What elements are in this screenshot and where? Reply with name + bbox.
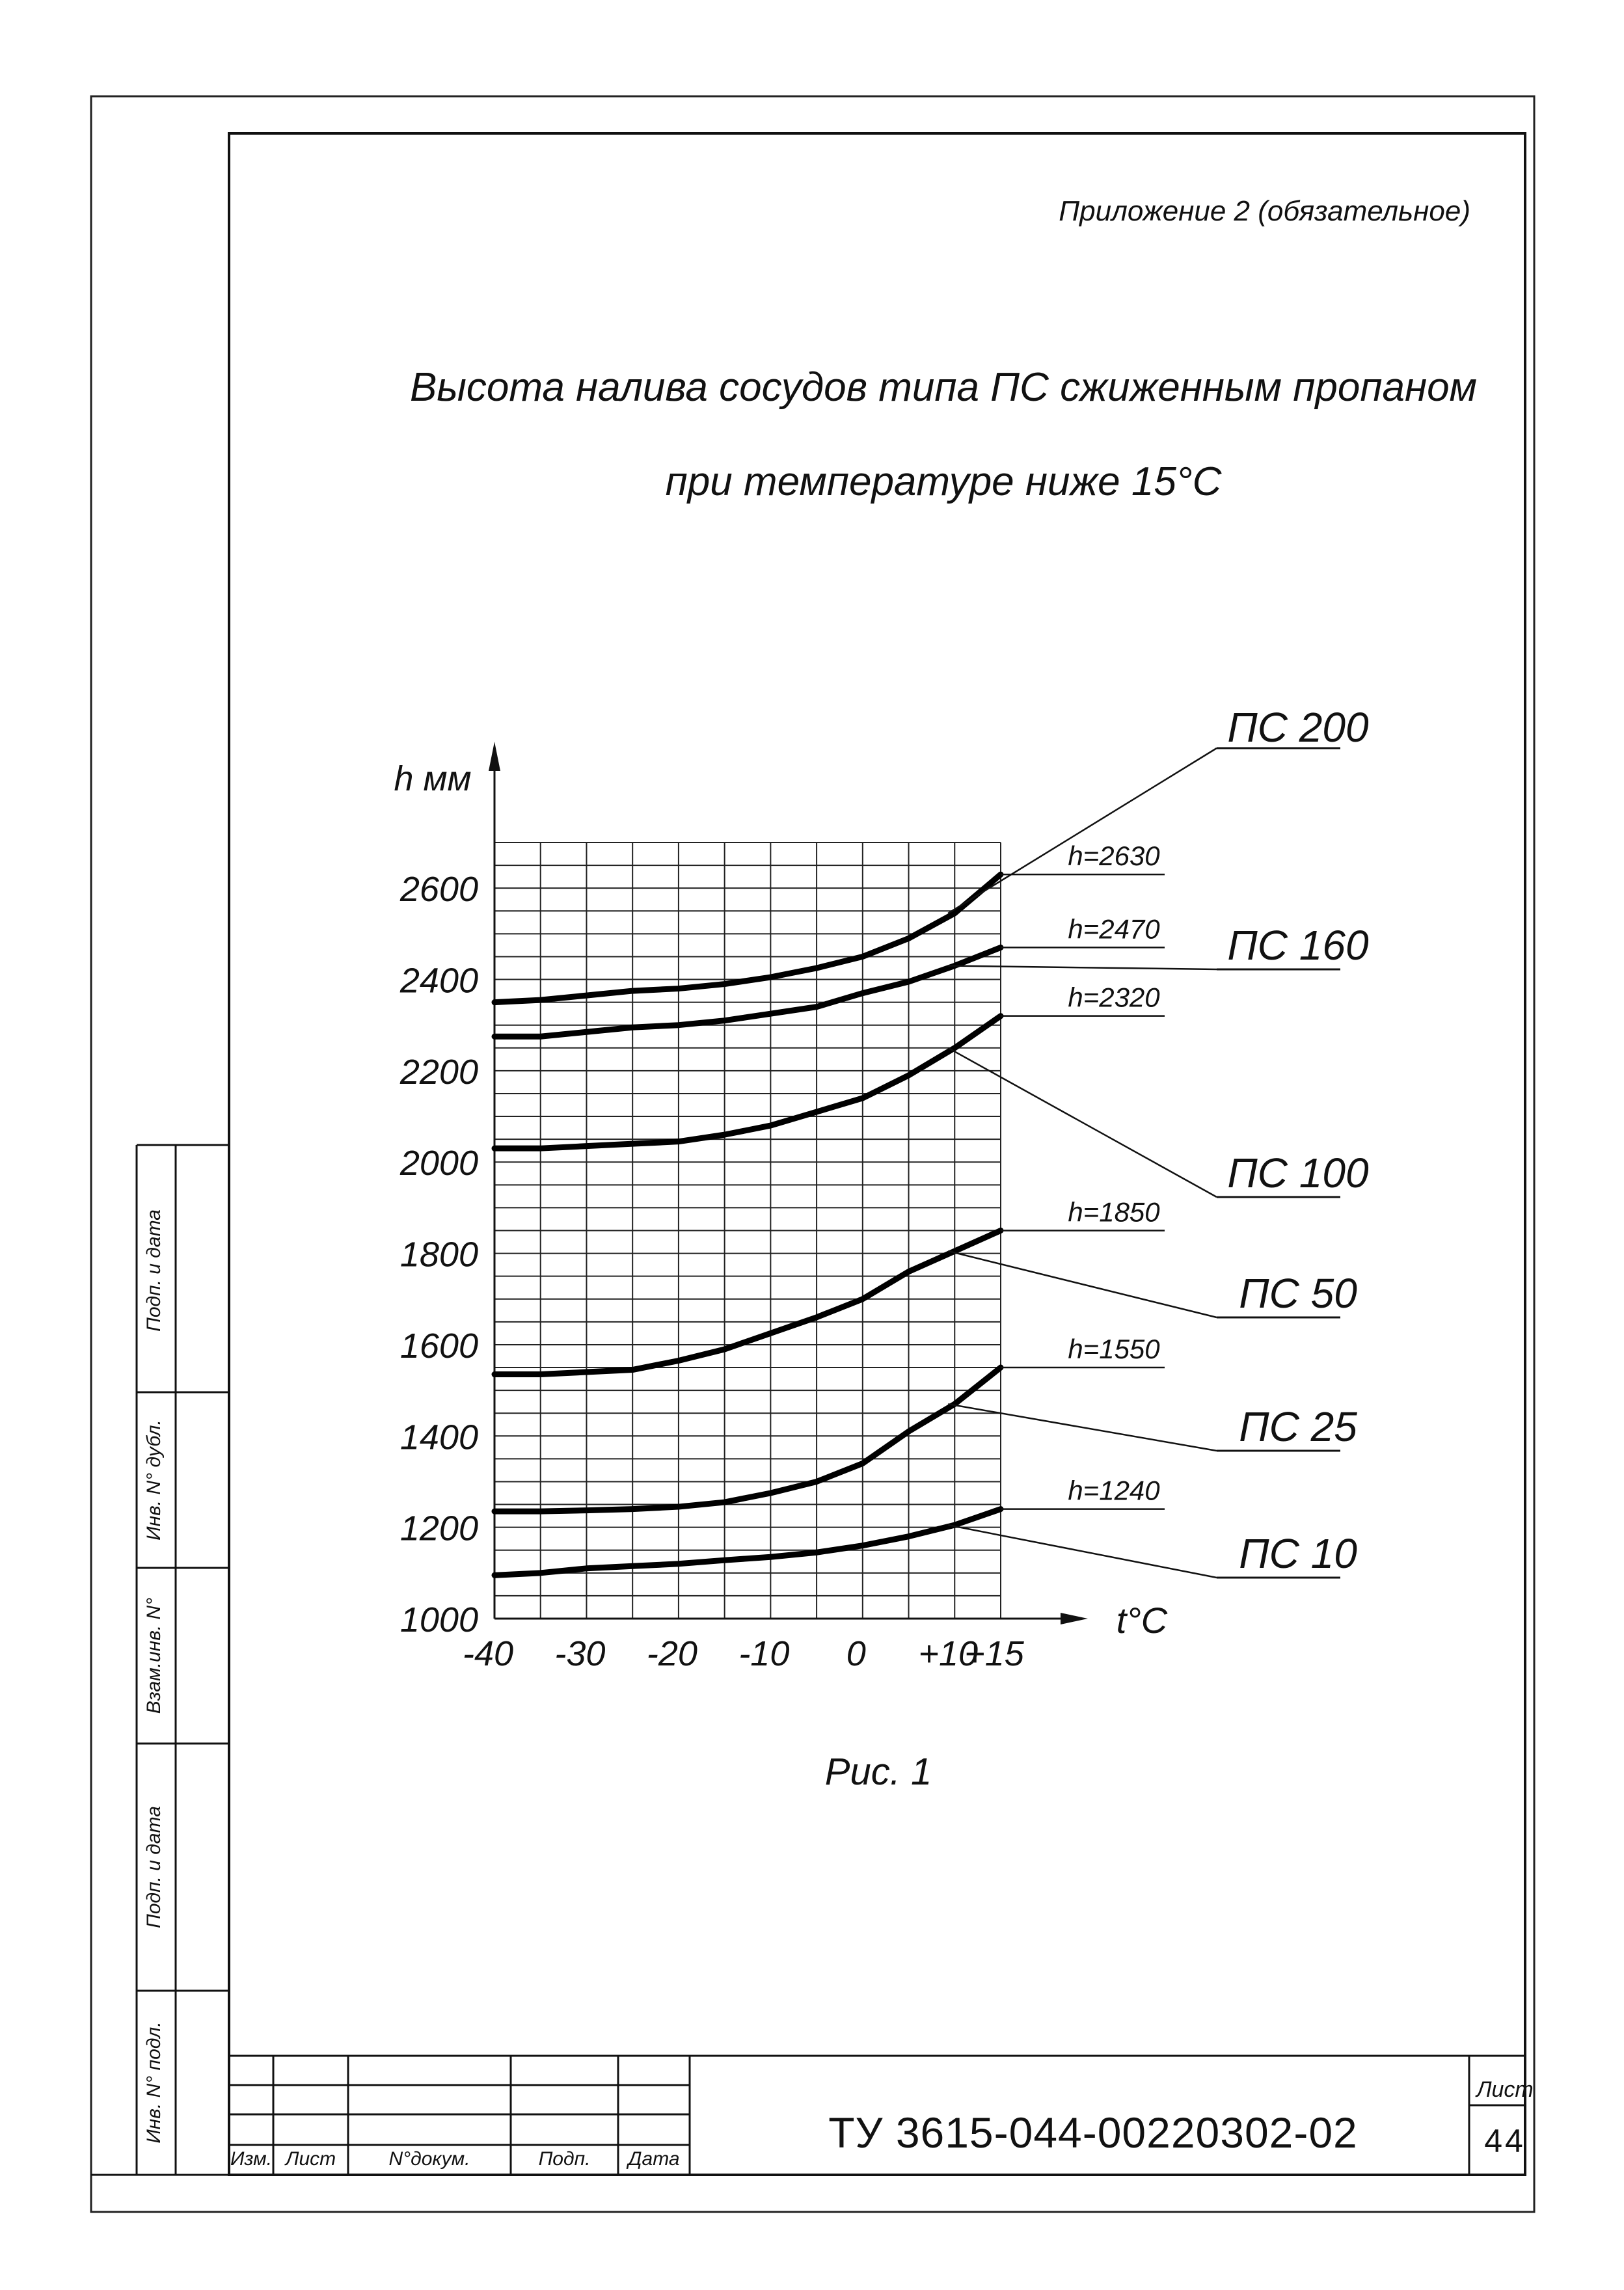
x-tick-label: +15 [964,1634,1024,1673]
x-tick-label: +10 [918,1634,979,1673]
series-pointer-line [948,1048,1217,1197]
series-line [494,1231,1001,1375]
x-tick-label: -10 [738,1634,790,1673]
annex-label: Приложение 2 (обязательное) [1059,195,1470,227]
x-axis-label: t°C [1116,1600,1168,1641]
sheet-label: Лист [1476,2077,1534,2102]
series-pointer-line [948,1525,1217,1578]
document-number: ТУ 3615-044-00220302-02 [828,2108,1358,2157]
series-name-label: ПС 160 [1227,922,1369,969]
y-tick-label: 1800 [399,1235,478,1274]
y-axis-label: h мм [394,759,472,798]
col-doc-number: N°докум. [388,2148,470,2170]
y-tick-label: 2600 [399,870,478,909]
y-axis-arrow [489,742,500,771]
col-date: Дата [628,2148,680,2170]
x-tick-label: -30 [554,1634,606,1673]
side-label-sign-date-2: Подп. и дата [143,1806,165,1928]
series-line [494,1509,1001,1576]
series-pointer-line [948,965,1217,969]
x-tick-label: -40 [462,1634,514,1673]
sheet-number: 44 [1484,2123,1526,2159]
side-label-replace-inv: Взам.инв. N° [143,1597,165,1714]
figure-caption: Рис. 1 [824,1751,932,1793]
page-subtitle: при температуре ниже 15°С [665,459,1222,504]
end-value-label: h=2630 [1068,841,1160,872]
series-name-label: ПС 100 [1227,1150,1369,1196]
col-signature: Подп. [538,2148,591,2170]
series-line [494,874,1001,1002]
y-tick-label: 2000 [399,1144,478,1183]
y-tick-label: 1200 [399,1509,478,1548]
side-label-orig-inv: Инв. N° подл. [143,2021,165,2144]
y-tick-label: 1400 [399,1418,478,1457]
end-value-label: h=2470 [1068,913,1160,945]
series-name-label: ПС 10 [1239,1530,1357,1577]
series-line [494,947,1001,1036]
x-axis-arrow [1061,1613,1088,1624]
y-tick-label: 2200 [399,1052,478,1092]
series-name-label: ПС 200 [1227,704,1369,751]
page-title: Высота налива сосудов типа ПС сжиженным пропаном [409,365,1478,410]
end-value-label: h=2320 [1068,982,1160,1013]
series-pointer-line [948,1404,1217,1451]
series-line [494,1367,1001,1511]
end-value-label: h=1240 [1068,1475,1160,1506]
series-name-label: ПС 50 [1239,1270,1357,1317]
end-value-label: h=1550 [1068,1334,1160,1365]
x-tick-label: 0 [846,1634,866,1673]
series-name-label: ПС 25 [1239,1403,1357,1450]
series-pointer-line [948,748,1217,913]
y-tick-label: 1000 [399,1600,478,1639]
side-label-sign-date-1: Подп. и дата [143,1209,165,1332]
x-tick-label: -20 [646,1634,697,1673]
end-value-label: h=1850 [1068,1196,1160,1228]
side-label-dup-inv: Инв. N° дубл. [143,1420,165,1541]
y-tick-label: 1600 [399,1326,478,1366]
series-pointer-line [948,1251,1217,1317]
col-sheet: Лист [285,2148,336,2170]
col-change: Изм. [230,2148,272,2170]
y-tick-label: 2400 [399,961,478,1001]
